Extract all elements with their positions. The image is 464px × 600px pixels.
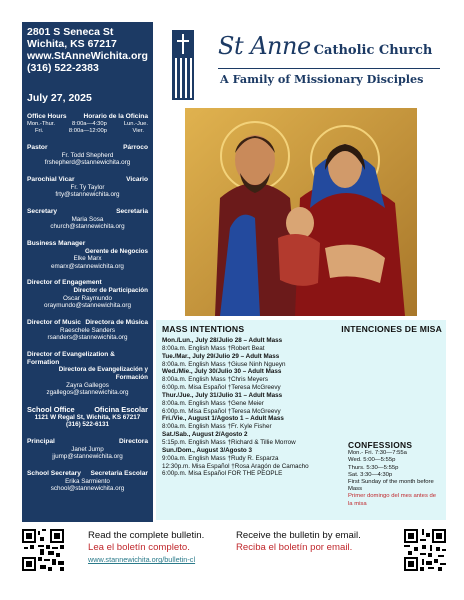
mass-day: Thur./Jue., July 31/Julio 31 – Adult Mass xyxy=(162,391,283,399)
church-logo-text: St Anne Catholic Church xyxy=(218,32,433,60)
business-manager-contact: Business Manager Gerente de Negocios Elke Marx emarx@stannewichita.org xyxy=(27,239,148,270)
bulletin-header xyxy=(160,22,446,106)
mass-day: Fri./Vie., August 1/Agosto 1 – Adult Mass xyxy=(162,415,284,423)
office-hours: Office Hours Horario de la Oficina Mon.-Thur. 8:00a—4:30p Lun.-Jue. Fri. 8:00a—12:00p Vier. xyxy=(27,113,148,134)
qr-code-bulletin-icon[interactable] xyxy=(22,529,64,571)
bulletin-link[interactable]: www.stannewichita.org/bulletin-cl xyxy=(88,555,196,565)
confession-time: Mon.- Fri. 7:30—7:55a xyxy=(348,450,407,457)
mass-line: 5:15p.m. English Mass †Richard & Tillie Morrow xyxy=(162,438,296,446)
mass-day: Wed./Mie., July 30/Julio 30 – Adult Mass xyxy=(162,368,282,376)
mass-day: Tue./Mar., July 29/Julio 29 – Adult Mass xyxy=(162,352,280,360)
engagement-contact: Director of Engagement Director de Participación Oscar Raymundo oraymundo@stannewichita.org xyxy=(27,279,148,310)
confession-time: Thurs. 5:30—5:55p xyxy=(348,464,399,471)
mass-line: 6:00p.m. Misa Español FOR THE PEOPLE xyxy=(162,470,283,478)
confession-time: Wed. 5:00—5:55p xyxy=(348,457,396,464)
church-cross-icon xyxy=(172,30,194,100)
mass-intentions-heading: MASS INTENTIONS INTENCIONES DE MISA xyxy=(162,324,442,334)
mass-day: Sun./Dom., August 3/Agosto 3 xyxy=(162,446,253,454)
confessions-title: CONFESSIONS xyxy=(348,440,413,450)
confessions-box xyxy=(348,442,442,508)
music-contact: Director of Music Directora de Música Raeschele Sanders rsanders@stannewichita.org xyxy=(27,318,148,342)
mass-line: 9:00a.m. English Mass †Rudy R. Esparza xyxy=(162,454,279,462)
mass-line: 8:00a.m. English Mass †Giuse Ninh Ngueyn xyxy=(162,360,286,368)
school-office-contact: School Office Oficina Escolar 1121 W Regal St, Wichita, KS 67217 (316) 522-6131 xyxy=(27,404,148,429)
school-secretary-contact: School Secretary Secretaria Escolar Erika Sarmiento school@stannewichita.org xyxy=(27,469,148,493)
mass-day: Mon./Lun., July 28/Julio 28 – Adult Mass xyxy=(162,337,283,344)
mass-line: 8:00a.m. English Mass †Chris Meyers xyxy=(162,376,269,384)
mass-line: 6:00p.m. Misa Español †Teresa McGreevy xyxy=(162,384,281,392)
tagline: A Family of Missionary Disciples xyxy=(220,72,424,86)
evangelization-contact: Director of Evangelization & Formation Directora de Evangelización y Formación Zayra Gallegos zgallegos@stannewichita.org xyxy=(27,350,148,397)
header-rule xyxy=(218,68,440,69)
confession-note-spanish: Primer domingo del mes antes de la misa xyxy=(348,493,437,507)
mass-line: 8:00a.m. English Mass †Fr. Kyle Fisher xyxy=(162,423,272,431)
bulletin-date: July 27, 2025 xyxy=(27,92,92,104)
mass-intentions-list xyxy=(162,337,362,478)
contact-sidebar xyxy=(22,22,153,522)
read-bulletin-block: Read the complete bulletin. Lea el boletín completo. www.stannewichita.org/bulletin-cl xyxy=(88,530,205,565)
email-bulletin-block: Receive the bulletin by email. Reciba el boletín por email. xyxy=(236,530,361,554)
mass-day: Sat./Sab., August 2/Agosto 2 xyxy=(162,431,248,439)
confession-time: First Sunday of the month before Mass xyxy=(348,479,434,493)
mass-line: 6:00p.m. Misa Español †Teresa McGreevy xyxy=(162,407,281,415)
confession-time: Sat. 3:30—4:30p xyxy=(348,471,393,478)
principal-contact: Principal Directora Janet Jump jjump@stannewichita.org xyxy=(27,437,148,461)
parish-address: 2801 S Seneca St Wichita, KS 67217 www.StAnneWichita.org (316) 522-2383 xyxy=(27,26,148,74)
holy-family-icon-image xyxy=(160,108,442,316)
mass-line: 8:00a.m. English Mass †Robert Beat xyxy=(162,344,265,352)
pastor-contact: Pastor Párroco Fr. Todd Shepherd frshepherd@stannewichita.org xyxy=(27,143,148,167)
secretary-contact: Secretary Secretaria Maria Sosa church@stannewichita.org xyxy=(27,207,148,231)
mass-line: 12:30p.m. Misa Español †Rosa Aragón de Camacho xyxy=(162,462,309,470)
vicar-contact: Parochial Vicar Vicario Fr. Ty Taylor frty@stannewichita.org xyxy=(27,175,148,199)
mass-line: 8:00a.m. English Mass †Gene Meier xyxy=(162,399,264,407)
mass-intentions-panel xyxy=(156,320,446,520)
qr-code-email-icon[interactable] xyxy=(404,529,446,571)
bulletin-footer xyxy=(22,524,446,584)
